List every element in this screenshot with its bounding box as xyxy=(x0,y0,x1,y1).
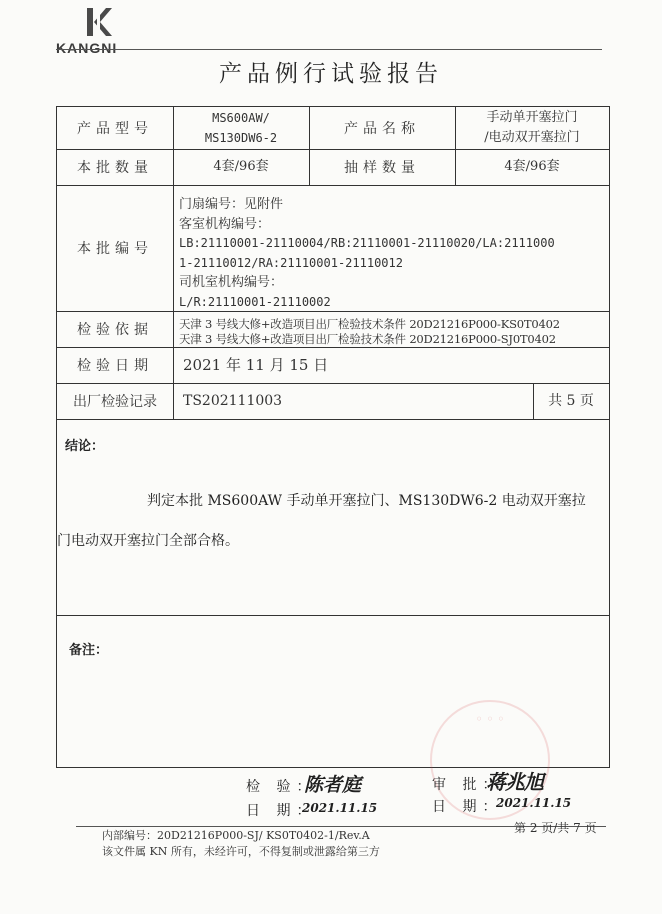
product-model-line-1: MS600AW/ xyxy=(212,111,270,125)
basis-label: 检验依据 xyxy=(77,322,153,338)
batch-no-line: 客室机构编号： xyxy=(179,216,271,232)
approver-date: 2021.11.15 xyxy=(496,796,572,810)
report-form xyxy=(56,106,610,768)
batch-no-line: LB:21110001-21110004/RB:21110001-21110020/LA:2111000 xyxy=(179,236,555,250)
conclusion-line-1: 判定本批 MS600AW 手动单开塞拉门、MS130DW6-2 电动双开塞拉 xyxy=(147,493,586,509)
sample-qty-value: 4套/96套 xyxy=(504,159,560,174)
record-value: TS202111003 xyxy=(183,393,283,409)
record-label: 出厂检验记录 xyxy=(73,394,157,410)
batch-qty-label: 本批数量 xyxy=(77,160,153,176)
inspector-label: 检 验： xyxy=(246,779,317,795)
approver-date-label: 日 期： xyxy=(432,799,503,815)
batch-no-line: 司机室机构编号： xyxy=(179,275,284,290)
inspector-signature: 陈者庭 xyxy=(304,774,362,796)
seal-decoration: ◦ ◦ ◦ xyxy=(475,712,505,726)
approver-label: 审 批： xyxy=(432,777,503,793)
footer-copyright: 该文件属 KN 所有，未经许可，不得复制或泄露给第三方 xyxy=(102,845,380,858)
logo-text: KANGNI xyxy=(56,40,118,56)
remarks-title: 备注： xyxy=(69,643,109,658)
basis-line: 天津 3 号线大修+改造项目出厂检验技术条件 20D21216P000-SJ0T0402 xyxy=(179,332,556,346)
batch-no-label: 本批编号 xyxy=(77,241,153,257)
product-name-line-1: 手动单开塞拉门 xyxy=(486,110,578,125)
total-pages-value: 共 5 页 xyxy=(548,393,594,409)
basis-value xyxy=(179,317,560,347)
basis-line: 天津 3 号线大修+改造项目出厂检验技术条件 20D21216P000-KS0T0402 xyxy=(179,317,560,331)
product-model-label: 产品型号 xyxy=(77,121,153,137)
sample-qty-label: 抽样数量 xyxy=(344,160,420,176)
kangni-logo-icon xyxy=(84,6,114,38)
row-divider xyxy=(57,419,609,420)
approver-signature: 蒋兆旭 xyxy=(486,770,543,794)
batch-no-line: L/R:21110001-21110002 xyxy=(179,294,331,309)
product-name-label: 产品名称 xyxy=(344,121,420,137)
product-model-line-2: MS130DW6-2 xyxy=(204,131,278,145)
document-title: 产品例行试验报告 xyxy=(219,61,443,87)
product-name-line-2: /电动双开塞拉门 xyxy=(484,130,580,145)
inspection-date-label: 检验日期 xyxy=(77,358,153,374)
batch-qty-value: 4套/96套 xyxy=(213,159,269,174)
batch-no-line: 1-21110012/RA:21110001-21110012 xyxy=(179,255,403,270)
row-divider xyxy=(57,615,609,616)
conclusion-text xyxy=(57,492,609,550)
inspector-date-label: 日 期： xyxy=(246,803,317,819)
header-divider xyxy=(56,49,602,50)
product-name-value xyxy=(455,107,609,149)
inspection-date-value: 2021 年 11 月 15 日 xyxy=(183,356,329,374)
conclusion-line-2: 门电动双开塞拉门全部合格。 xyxy=(57,533,239,549)
batch-no-value xyxy=(179,195,605,312)
conclusion-title: 结论： xyxy=(65,439,105,454)
batch-no-line: 门扇编号：见附件 xyxy=(179,197,284,212)
product-model-value xyxy=(173,107,309,149)
footer-page-info: 第 2 页/共 7 页 xyxy=(514,821,597,835)
footer-internal-number: 内部编号：20D21216P000-SJ/ KS0T0402-1/Rev.A xyxy=(102,829,370,842)
inspector-date: 2021.11.15 xyxy=(302,801,378,815)
